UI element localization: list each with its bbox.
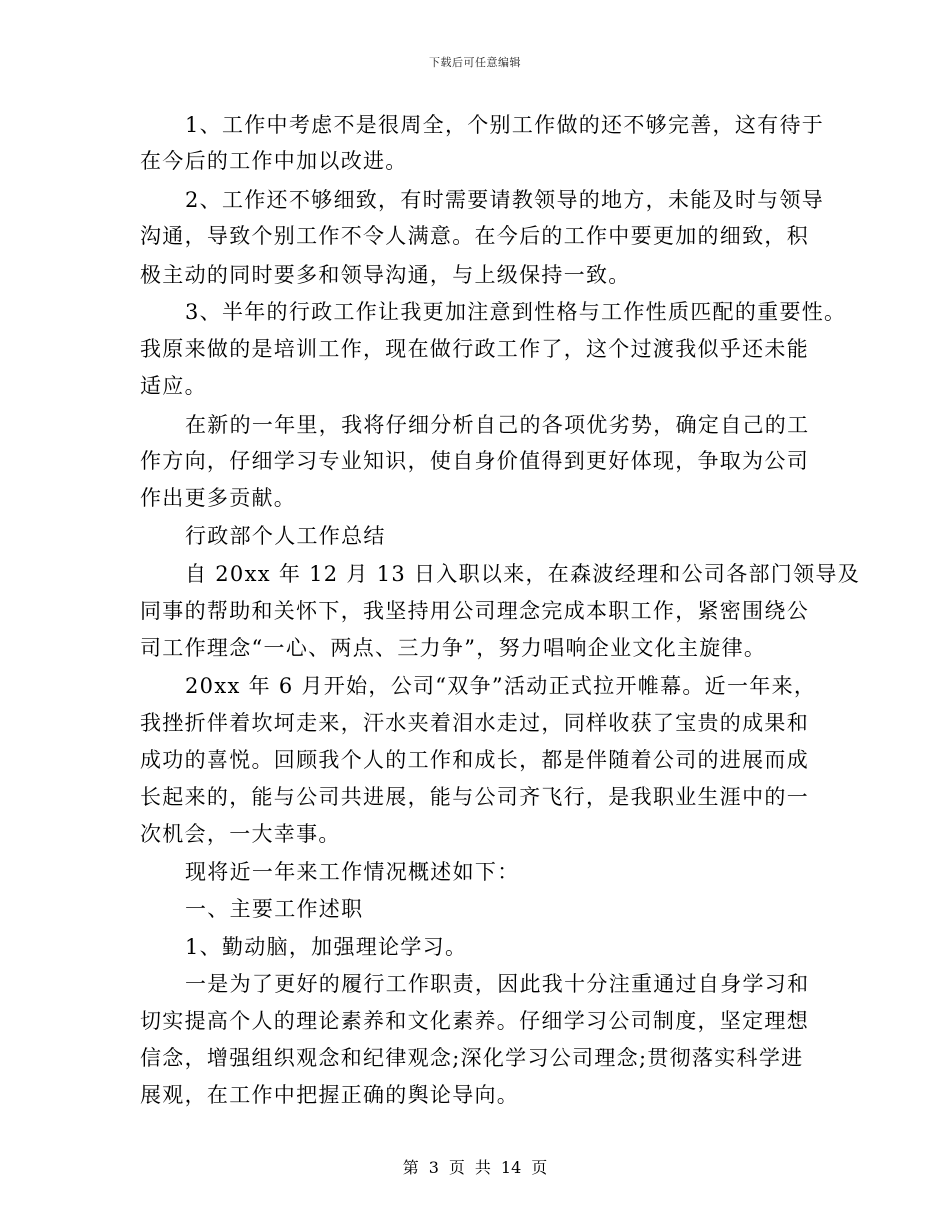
subsection-heading: 1、勤动脑，加强理论学习。 [185,935,468,959]
text-line: 3、半年的行政工作让我更加注意到性格与工作性质匹配的重要性。 [185,300,847,324]
text-line: 司工作理念“一心、两点、三力争”，努力唱响企业文化主旋律。 [140,636,767,660]
text-line: 适应。 [140,374,207,398]
footer-current-page: 3 [428,1158,439,1177]
footer-total-pages: 14 [500,1158,522,1177]
text-line: 现将近一年来工作情况概述如下： [185,860,520,884]
section-heading: 行政部个人工作总结 [185,524,386,548]
text-line: 极主动的同时要多和领导沟通，与上级保持一致。 [140,263,631,287]
text-line: 次机会，一大幸事。 [140,822,341,846]
text-line: 沟通，导致个别工作不令人满意。在今后的工作中要更加的细致，积 [140,224,809,248]
section-heading: 一、主要工作述职 [185,897,364,921]
text-line: 自 20xx 年 12 月 13 日入职以来，在森波经理和公司各部门领导及 [185,562,861,586]
text-line: 1、工作中考虑不是很周全，个别工作做的还不够完善，这有待于 [185,113,825,137]
footer-label-page-unit: 页 [448,1158,465,1177]
text-line: 同事的帮助和关怀下，我坚持用公司理念完成本职工作，紧密围绕公 [140,599,809,623]
text-line: 长起来的，能与公司共进展，能与公司齐飞行，是我职业生涯中的一 [140,785,809,809]
text-line: 我挫折伴着坎坷走来，汗水夹着泪水走过，同样收获了宝贵的成果和 [140,711,809,735]
text-line: 信念，增强组织观念和纪律观念;深化学习公司理念;贯彻落实科学进 [140,1046,804,1070]
text-line: 20xx 年 6 月开始，公司“双争”活动正式拉开帷幕。近一年来， [185,674,817,698]
text-line: 在新的一年里，我将仔细分析自己的各项优劣势，确定自己的工 [185,413,810,437]
text-line: 切实提高个人的理论素养和文化素养。仔细学习公司制度，坚定理想 [140,1009,809,1033]
text-line: 我原来做的是培训工作，现在做行政工作了，这个过渡我似乎还未能 [140,337,809,361]
text-line: 成功的喜悦。回顾我个人的工作和成长，都是伴随着公司的进展而成 [140,748,809,772]
text-line: 2、工作还不够细致，有时需要请教领导的地方，未能及时与领导 [185,188,825,212]
text-line: 一是为了更好的履行工作职责，因此我十分注重通过自身学习和 [185,972,810,996]
footer-label-page: 第 [402,1158,419,1177]
text-line: 作方向，仔细学习专业知识，使自身价值得到更好体现，争取为公司 [140,449,809,473]
text-line: 在今后的工作中加以改进。 [140,149,408,173]
text-line: 作出更多贡献。 [140,486,297,510]
page-footer [0,1155,950,1178]
footer-label-total: 共 [474,1158,491,1177]
page-header-note: 下载后可任意编辑 [429,56,521,69]
text-line: 展观，在工作中把握正确的舆论导向。 [140,1083,520,1107]
footer-label-total-unit: 页 [531,1158,548,1177]
